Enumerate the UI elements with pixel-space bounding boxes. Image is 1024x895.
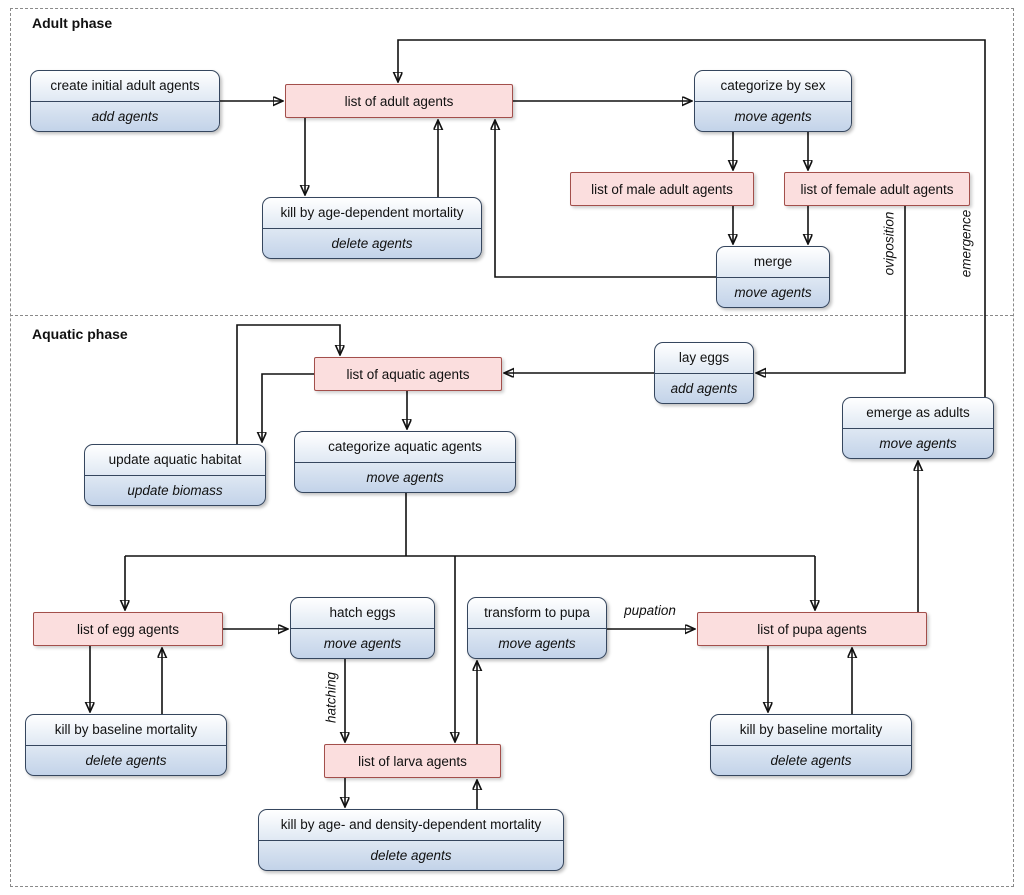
node-title: transform to pupa (468, 598, 606, 629)
node-action: add agents (670, 380, 738, 396)
node-title: categorize by sex (695, 71, 851, 102)
node-kill-by-baseline-mortality-pupa (710, 714, 912, 776)
node-title: update aquatic habitat (85, 445, 265, 476)
node-action: update biomass (127, 482, 223, 498)
node-action: move agents (498, 635, 576, 651)
phase-label-aquatic: Aquatic phase (32, 326, 128, 342)
node-action: move agents (734, 284, 812, 300)
node-list-of-male-adult-agents (570, 172, 754, 206)
node-merge (716, 246, 830, 308)
node-create-initial-adult-agents (30, 70, 220, 132)
node-title: emerge as adults (843, 398, 993, 429)
node-title: list of larva agents (358, 753, 467, 769)
node-update-aquatic-habitat (84, 444, 266, 506)
edge-label-hatching: hatching (323, 671, 339, 724)
node-list-of-larva-agents (324, 744, 501, 778)
node-action: move agents (734, 108, 812, 124)
node-title: list of male adult agents (591, 181, 733, 197)
node-action: move agents (879, 435, 957, 451)
node-title: kill by age-dependent mortality (263, 198, 481, 229)
node-title: kill by baseline mortality (26, 715, 226, 746)
node-categorize-aquatic-agents (294, 431, 516, 493)
node-title: list of pupa agents (757, 621, 867, 637)
node-action: add agents (91, 108, 159, 124)
node-title: kill by age- and density-dependent mortality (259, 810, 563, 841)
node-kill-by-age-dependent-mortality (262, 197, 482, 259)
edge-label-oviposition: oviposition (881, 211, 897, 276)
node-title: kill by baseline mortality (711, 715, 911, 746)
node-title: list of egg agents (76, 621, 180, 637)
node-action: delete agents (85, 752, 167, 768)
node-action: delete agents (770, 752, 852, 768)
node-title: categorize aquatic agents (295, 432, 515, 463)
edge-label-pupation: pupation (624, 603, 676, 618)
node-action: move agents (323, 635, 402, 651)
node-title: hatch eggs (291, 598, 434, 629)
node-transform-to-pupa (467, 597, 607, 659)
node-hatch-eggs (290, 597, 435, 659)
node-lay-eggs (654, 342, 754, 404)
node-title: list of adult agents (344, 93, 454, 109)
node-kill-by-baseline-mortality-egg (25, 714, 227, 776)
node-action: delete agents (331, 235, 413, 251)
node-kill-by-age-and-density-dependent-mortality (258, 809, 564, 871)
node-categorize-by-sex (694, 70, 852, 132)
node-title: list of female adult agents (800, 181, 954, 197)
node-list-of-egg-agents (33, 612, 223, 646)
node-action: delete agents (370, 847, 452, 863)
node-list-of-pupa-agents (697, 612, 927, 646)
node-emerge-as-adults (842, 397, 994, 459)
edge-label-emergence: emergence (958, 209, 974, 278)
node-list-of-aquatic-agents (314, 357, 502, 391)
node-title: create initial adult agents (31, 71, 219, 102)
node-action: move agents (366, 469, 444, 485)
node-list-of-adult-agents (285, 84, 513, 118)
node-list-of-female-adult-agents (784, 172, 970, 206)
node-title: lay eggs (655, 343, 753, 374)
node-title: list of aquatic agents (346, 366, 470, 382)
node-title: merge (717, 247, 829, 278)
phase-label-adult: Adult phase (32, 15, 113, 31)
